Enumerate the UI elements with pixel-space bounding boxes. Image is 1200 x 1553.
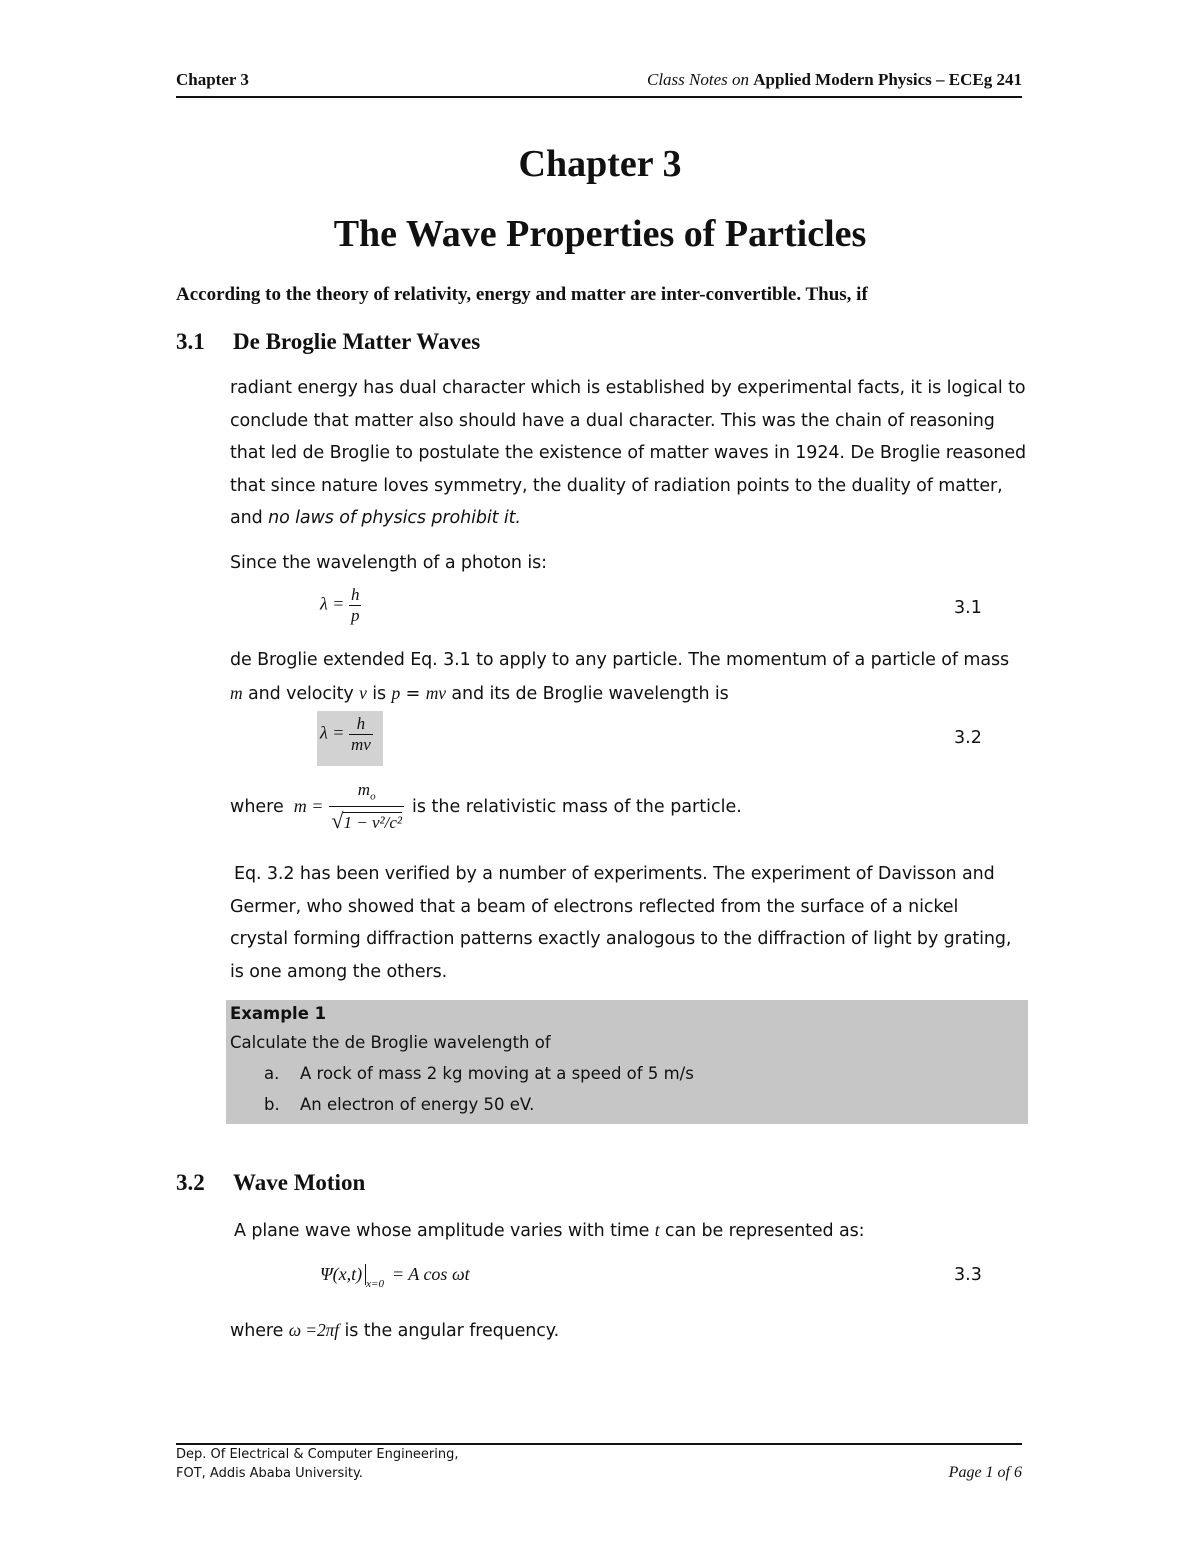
- eq2-fraction: [349, 714, 373, 755]
- photon-wavelength-line: Since the wavelength of a photon is:: [230, 553, 547, 573]
- header-chapter-label: Chapter 3: [176, 70, 249, 89]
- relativistic-mass-line: [230, 780, 742, 833]
- paragraph-matter-waves: [230, 372, 1026, 535]
- eq1-lhs: λ =: [320, 593, 345, 614]
- header-course-title: [647, 70, 1022, 90]
- extension-paragraph: [230, 644, 1030, 710]
- extension-line-1: de Broglie extended Eq. 3.1 to apply to any particle. The momentum of a particle of mass: [230, 650, 1009, 670]
- example-item-a: [264, 1064, 694, 1083]
- header-course-name: Applied Modern Physics – ECEg 241: [753, 70, 1022, 89]
- header-course-prefix: Class Notes on: [646, 70, 750, 89]
- text-and-velocity: and velocity: [242, 683, 360, 704]
- mass-numerator: [356, 780, 378, 806]
- mass-rest-symbol: m: [357, 780, 371, 799]
- equation-number-3-2: 3.2: [954, 728, 982, 748]
- chapter-number: Chapter 3: [518, 143, 682, 185]
- intro-sentence: According to the theory of relativity, energy and matter are inter-convertible. Thus, if: [176, 284, 868, 305]
- example-item-text: A rock of mass 2 kg moving at a speed of 5 m/s: [300, 1064, 694, 1083]
- footer-affiliation: [176, 1445, 459, 1483]
- chapter-title: The Wave Properties of Particles: [333, 213, 867, 255]
- symbol-v: v: [359, 682, 367, 703]
- paragraph-emphasis: no laws of physics prohibit it.: [268, 508, 521, 528]
- where-word: where: [230, 796, 284, 817]
- symbol-t: t: [654, 1220, 660, 1240]
- section-title: Wave Motion: [233, 1170, 366, 1195]
- example-item-b: [264, 1095, 534, 1114]
- equation-number-3-1: 3.1: [954, 598, 982, 618]
- header-divider: [176, 96, 1022, 98]
- example-prompt: Calculate the de Broglie wavelength of: [230, 1033, 551, 1052]
- footer-department: Dep. Of Electrical & Computer Engineering,: [176, 1447, 459, 1462]
- text-wavelength-is: and its de Broglie wavelength is: [445, 683, 729, 704]
- example-title: Example 1: [230, 1004, 327, 1023]
- example-item-label: a.: [264, 1064, 280, 1083]
- plane-wave-intro: [234, 1214, 1034, 1248]
- equation-number-3-3: 3.3: [954, 1265, 982, 1285]
- mass-denominator: [329, 806, 404, 833]
- section-number: 3.1: [176, 329, 205, 354]
- eq2-numerator: h: [356, 714, 366, 733]
- text-is: is: [366, 683, 392, 704]
- equation-3-1: [320, 585, 361, 626]
- equation-3-2: [320, 714, 373, 755]
- eq2-lhs: λ =: [320, 722, 345, 743]
- symbol-mv: mv: [425, 682, 446, 703]
- example-item-text: An electron of energy 50 eV.: [300, 1095, 535, 1114]
- verification-paragraph: Eq. 3.2 has been verified by a number of experiments. The experiment of Davisson and Germer, who showed that a beam of electrons reflected from the surface of a nickel crystal forming diffraction patterns exactly analogous to the diffraction of light by grating, is one among the others.: [230, 864, 1012, 982]
- mass-lhs: m =: [293, 796, 324, 817]
- omega-text-a: where: [230, 1321, 289, 1341]
- eq3-subscript: x=0: [366, 1278, 384, 1290]
- angular-frequency-line: [230, 1314, 1030, 1348]
- eq1-numerator: h: [350, 585, 360, 604]
- equation-3-3: [320, 1264, 470, 1290]
- sqrt-radicand: 1 − v²/c²: [343, 813, 402, 833]
- symbol-p: p: [391, 682, 401, 703]
- section-heading-3-2: [176, 1170, 365, 1196]
- mass-fraction: [329, 780, 404, 833]
- mass-rest-subscript: o: [370, 790, 376, 803]
- mass-description: is the relativistic mass of the particle.: [411, 796, 742, 817]
- eq3-rhs: = A cos ωt: [391, 1264, 470, 1284]
- omega-expression: ω =2πf: [288, 1320, 340, 1340]
- running-header: [176, 70, 1022, 90]
- symbol-m: m: [230, 682, 243, 703]
- intro-text-a: A plane wave whose amplitude varies with time: [234, 1221, 655, 1241]
- example-item-label: b.: [264, 1095, 280, 1114]
- section-heading-3-1: [176, 329, 480, 355]
- page-number: Page 1 of 6: [948, 1464, 1022, 1481]
- example-box: [226, 1000, 1028, 1124]
- eq2-denominator: mv: [350, 735, 371, 754]
- eq3-lhs: Ψ(x,t): [320, 1264, 366, 1285]
- eq1-denominator: p: [350, 606, 360, 625]
- text-equals: =: [400, 683, 426, 704]
- extension-line-2: [230, 677, 1030, 711]
- eq1-fraction: [349, 585, 362, 626]
- section-title: De Broglie Matter Waves: [233, 329, 481, 354]
- footer-university: FOT, Addis Ababa University.: [176, 1466, 363, 1481]
- omega-text-b: is the angular frequency.: [339, 1321, 560, 1341]
- paragraph-text: radiant energy has dual character which is established by experimental facts, it is logical to conclude that matter also should have a dual character. This was the chain of reasoning that led de Broglie to postulate the existence of matter waves in 1924. De Broglie reasoned that since nature loves symmetry, the duality of radiation points to the duality of matter, and: [230, 378, 1027, 528]
- sqrt-sign: √: [331, 808, 344, 834]
- intro-text-b: can be represented as:: [659, 1221, 865, 1241]
- section-number: 3.2: [176, 1170, 205, 1195]
